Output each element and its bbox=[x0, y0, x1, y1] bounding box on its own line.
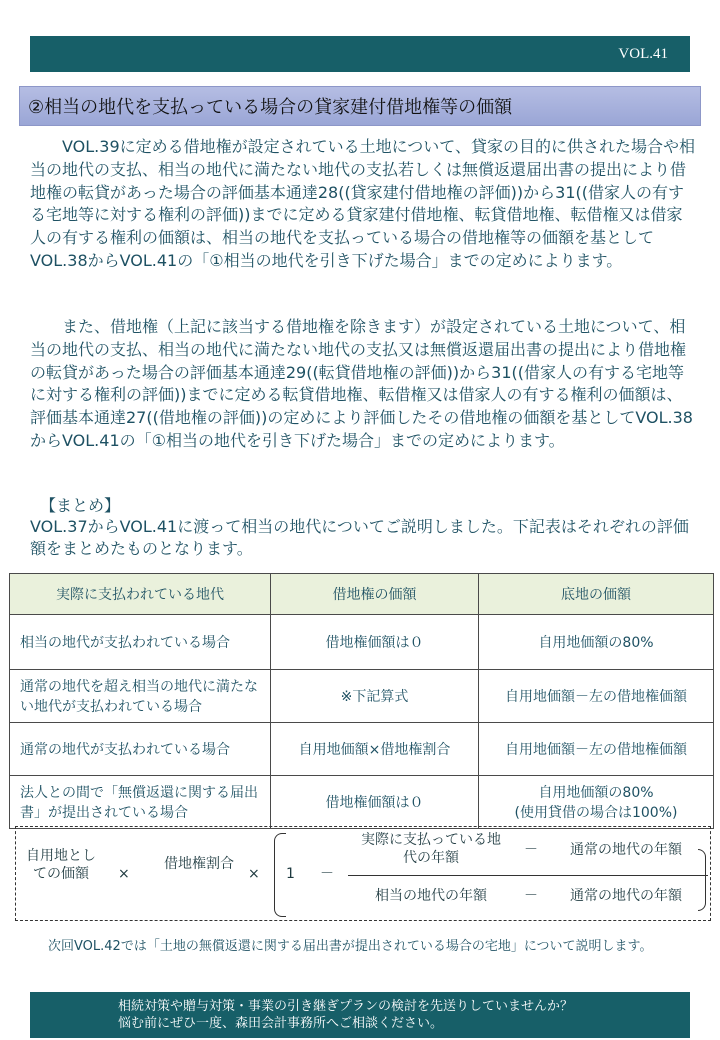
table-row bbox=[10, 615, 714, 670]
table-header-row bbox=[10, 574, 714, 615]
valuation-summary-table bbox=[9, 573, 714, 829]
summary-heading: 【まとめ】 bbox=[40, 496, 121, 515]
table-cell: 法人との間で「無償返還に関する届出書」が提出されている場合 bbox=[10, 776, 271, 829]
table-cell-line: 自用地価額の80% bbox=[538, 785, 654, 801]
table-header-cell: 実際に支払われている地代 bbox=[10, 574, 271, 615]
table-cell: 相当の地代が支払われている場合 bbox=[10, 615, 271, 670]
footer-banner bbox=[30, 992, 690, 1038]
section-title: ②相当の地代を支払っている場合の貸家建付借地権等の価額 bbox=[28, 97, 513, 118]
formula-left-paren bbox=[274, 833, 286, 917]
table-cell: 自用地価額×借地権割合 bbox=[271, 723, 479, 776]
paragraph-1-text: VOL.39に定める借地権が設定されている土地について、貸家の目的に供された場合や相当の地代の支払、相当の地代に満たない地代の支払若しくは無償返還届出書の提出により借地権の転貸があった場合の評価基本通達28((貸家建付借地権の評価))から31((借家人の有する宅地等に対する権利の評価))までに定める貸家建付借地権、転貸借地権、転借権又は借家人の有する権利の価額は、相当の地代を支払っている場合の借地権等の価額を基としてVOL.38からVOL.41の「①相当の地代を引き下げた場合」までの定めによります。 bbox=[30, 137, 695, 270]
formula-numerator-minus: － bbox=[524, 842, 538, 858]
formula-box bbox=[15, 826, 711, 921]
formula-denominator-normal-rent: 通常の地代の年額 bbox=[570, 888, 682, 904]
footer-line-2: 悩む前にぜひ一度、森田会計事務所へご相談ください。 bbox=[118, 1016, 444, 1031]
table-row bbox=[10, 670, 714, 723]
table-cell: 自用地価額の80% bbox=[479, 615, 714, 670]
formula-numerator-normal-rent: 通常の地代の年額 bbox=[570, 842, 682, 858]
formula-denominator-minus: － bbox=[524, 888, 538, 904]
formula-right-paren bbox=[698, 849, 706, 911]
formula-denominator-reasonable-rent: 相当の地代の年額 bbox=[375, 888, 487, 904]
table-cell: 借地権価額は０ bbox=[271, 776, 479, 829]
table-cell: 通常の地代を超え相当の地代に満たない地代が支払われている場合 bbox=[10, 670, 271, 723]
table-header-cell: 借地権の価額 bbox=[271, 574, 479, 615]
table-header-cell: 底地の価額 bbox=[479, 574, 714, 615]
paragraph-1 bbox=[30, 136, 698, 273]
paragraph-2-text: また、借地権（上記に該当する借地権を除きます）が設定されている土地について、相当の地代の支払、相当の地代に満たない地代の支払又は無償返還届出書の提出により借地権の転貸があった場合の評価基本通達29((転貸借地権の評価))から31((借家人の有する宅地等に対する権利の評価))までに定める転貸借地権、転借権又は借家人の有する権利の価額は、評価基本通達27((借地権の評価))の定めにより評価したその借地権の価額を基としてVOL.38からVOL.41の「①相当の地代を引き下げた場合」までの定めによります。 bbox=[30, 317, 693, 450]
next-volume-note bbox=[30, 934, 700, 959]
volume-header-bar bbox=[30, 36, 690, 72]
footer-line-1: 相続対策や贈与対策・事業の引き継ぎプランの検討を先送りしていませんか？ bbox=[118, 999, 574, 1014]
formula-numerator-actual-rent: 実際に支払っている地代の年額 bbox=[361, 832, 501, 866]
volume-label: VOL.41 bbox=[618, 45, 668, 62]
table-cell: 借地権価額は０ bbox=[271, 615, 479, 670]
table-cell bbox=[479, 776, 714, 829]
formula-one: 1 bbox=[286, 866, 295, 882]
table-cell: 自用地価額－左の借地権価額 bbox=[479, 670, 714, 723]
table-row bbox=[10, 723, 714, 776]
next-volume-note-text: 次回VOL.42では「土地の無償返還に関する届出書が提出されている場合の宅地」について説明します。 bbox=[48, 939, 653, 954]
table-cell-note: (使用貸借の場合は100%) bbox=[514, 805, 678, 821]
formula-term-leasehold-ratio: 借地権割合 bbox=[164, 856, 234, 872]
table-row bbox=[10, 776, 714, 829]
formula-fraction-bar bbox=[348, 875, 708, 876]
formula-times-operator: × bbox=[118, 866, 130, 882]
formula-term-land-value: 自用地としての価額 bbox=[26, 848, 96, 882]
table-cell: 自用地価額－左の借地権価額 bbox=[479, 723, 714, 776]
formula-minus-operator: － bbox=[320, 866, 334, 882]
table-cell: 通常の地代が支払われている場合 bbox=[10, 723, 271, 776]
table-cell: ※下記算式 bbox=[271, 670, 479, 723]
summary-text: VOL.37からVOL.41に渡って相当の地代についてご説明しました。下記表はそれぞれの評価額をまとめたものとなります。 bbox=[30, 517, 689, 558]
paragraph-2 bbox=[30, 316, 698, 453]
formula-times-operator: × bbox=[248, 866, 260, 882]
section-title-bar bbox=[19, 86, 701, 126]
